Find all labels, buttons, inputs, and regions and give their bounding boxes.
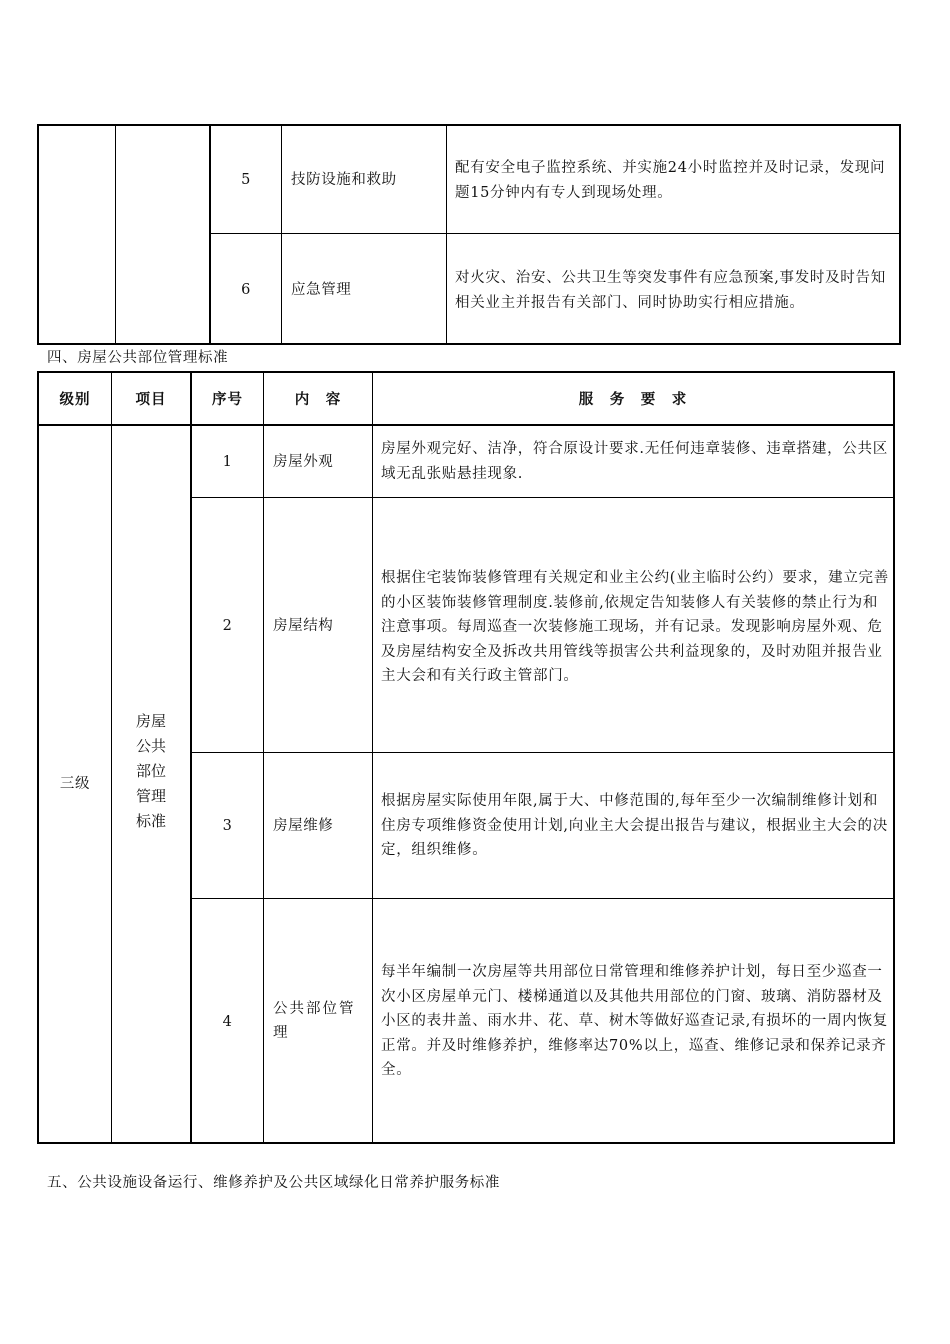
column-header-no: 序号	[212, 392, 243, 408]
section-title: 五、公共设施设备运行、维修养护及公共区域绿化日常养护服务标准	[47, 1175, 500, 1191]
table-cell-requirement: 根据房屋实际使用年限,属于大、中修范围的,每年至少一次编制维修计划和住房专项维修资金使用计划,向业主大会提出报告与建议，根据业主大会的决定，组织维修。	[381, 793, 888, 858]
column-header-requirement: 服 务 要 求	[578, 392, 688, 408]
section-title: 四、房屋公共部位管理标准	[47, 350, 229, 366]
table-cell-content: 技防设施和救助	[291, 172, 397, 188]
table-cell-content: 房屋结构	[273, 618, 334, 634]
table-cell-requirement: 根据住宅装饰装修管理有关规定和业主公约(业主临时公约）要求，建立完善的小区装饰装修管理制度.装修前,依规定告知装修人有关装修的禁止行为和注意事项。每周巡查一次装修施工现场，并有记录。发现影响房屋外观、危及房屋结构安全及拆改共用管线等损害公共利益现象的，及时劝阻并报告业主大会和有关行政主管部门。	[381, 570, 889, 684]
table-cell-content: 房屋维修	[273, 818, 334, 834]
table-cell-content: 公共部位管理	[273, 1001, 356, 1041]
table-cell-no: 2	[222, 618, 233, 634]
table-cell-no: 3	[222, 818, 233, 834]
table-cell-requirement: 对火灾、治安、公共卫生等突发事件有应急预案,事发时及时告知相关业主并报告有关部门、同时协助实行相应措施。	[455, 270, 886, 311]
column-header-item: 项目	[135, 392, 167, 408]
table-cell-no: 4	[222, 1014, 233, 1030]
table-cell-requirement: 房屋外观完好、洁净，符合原设计要求.无任何违章装修、违章搭建，公共区域无乱张贴悬挂现象.	[381, 441, 888, 482]
table-cell-requirement: 配有安全电子监控系统、并实施24小时监控并及时记录，发现问题15分钟内有专人到现场处理。	[455, 160, 886, 201]
column-header-level: 级别	[59, 392, 91, 408]
table-cell-requirement: 每半年编制一次房屋等共用部位日常管理和维修养护计划，每日至少巡查一次小区房屋单元门、楼梯通道以及其他共用部位的门窗、玻璃、消防器材及小区的表井盖、雨水井、花、草、树木等做好巡查记录,有损坏的一周内恢复正常。并及时维修养护，维修率达70%以上，巡查、维修记录和保养记录齐全。	[381, 964, 888, 1078]
table-cell-no: 5	[241, 172, 251, 188]
table-cell-no: 6	[241, 282, 251, 298]
column-header-content: 内 容	[294, 392, 342, 408]
level-cell: 三级	[59, 776, 91, 792]
item-cell: 房屋公共部位管理标准	[135, 712, 166, 830]
table-cell-no: 1	[222, 454, 233, 470]
table-cell-content: 应急管理	[291, 282, 352, 298]
table-cell-content: 房屋外观	[273, 454, 334, 470]
